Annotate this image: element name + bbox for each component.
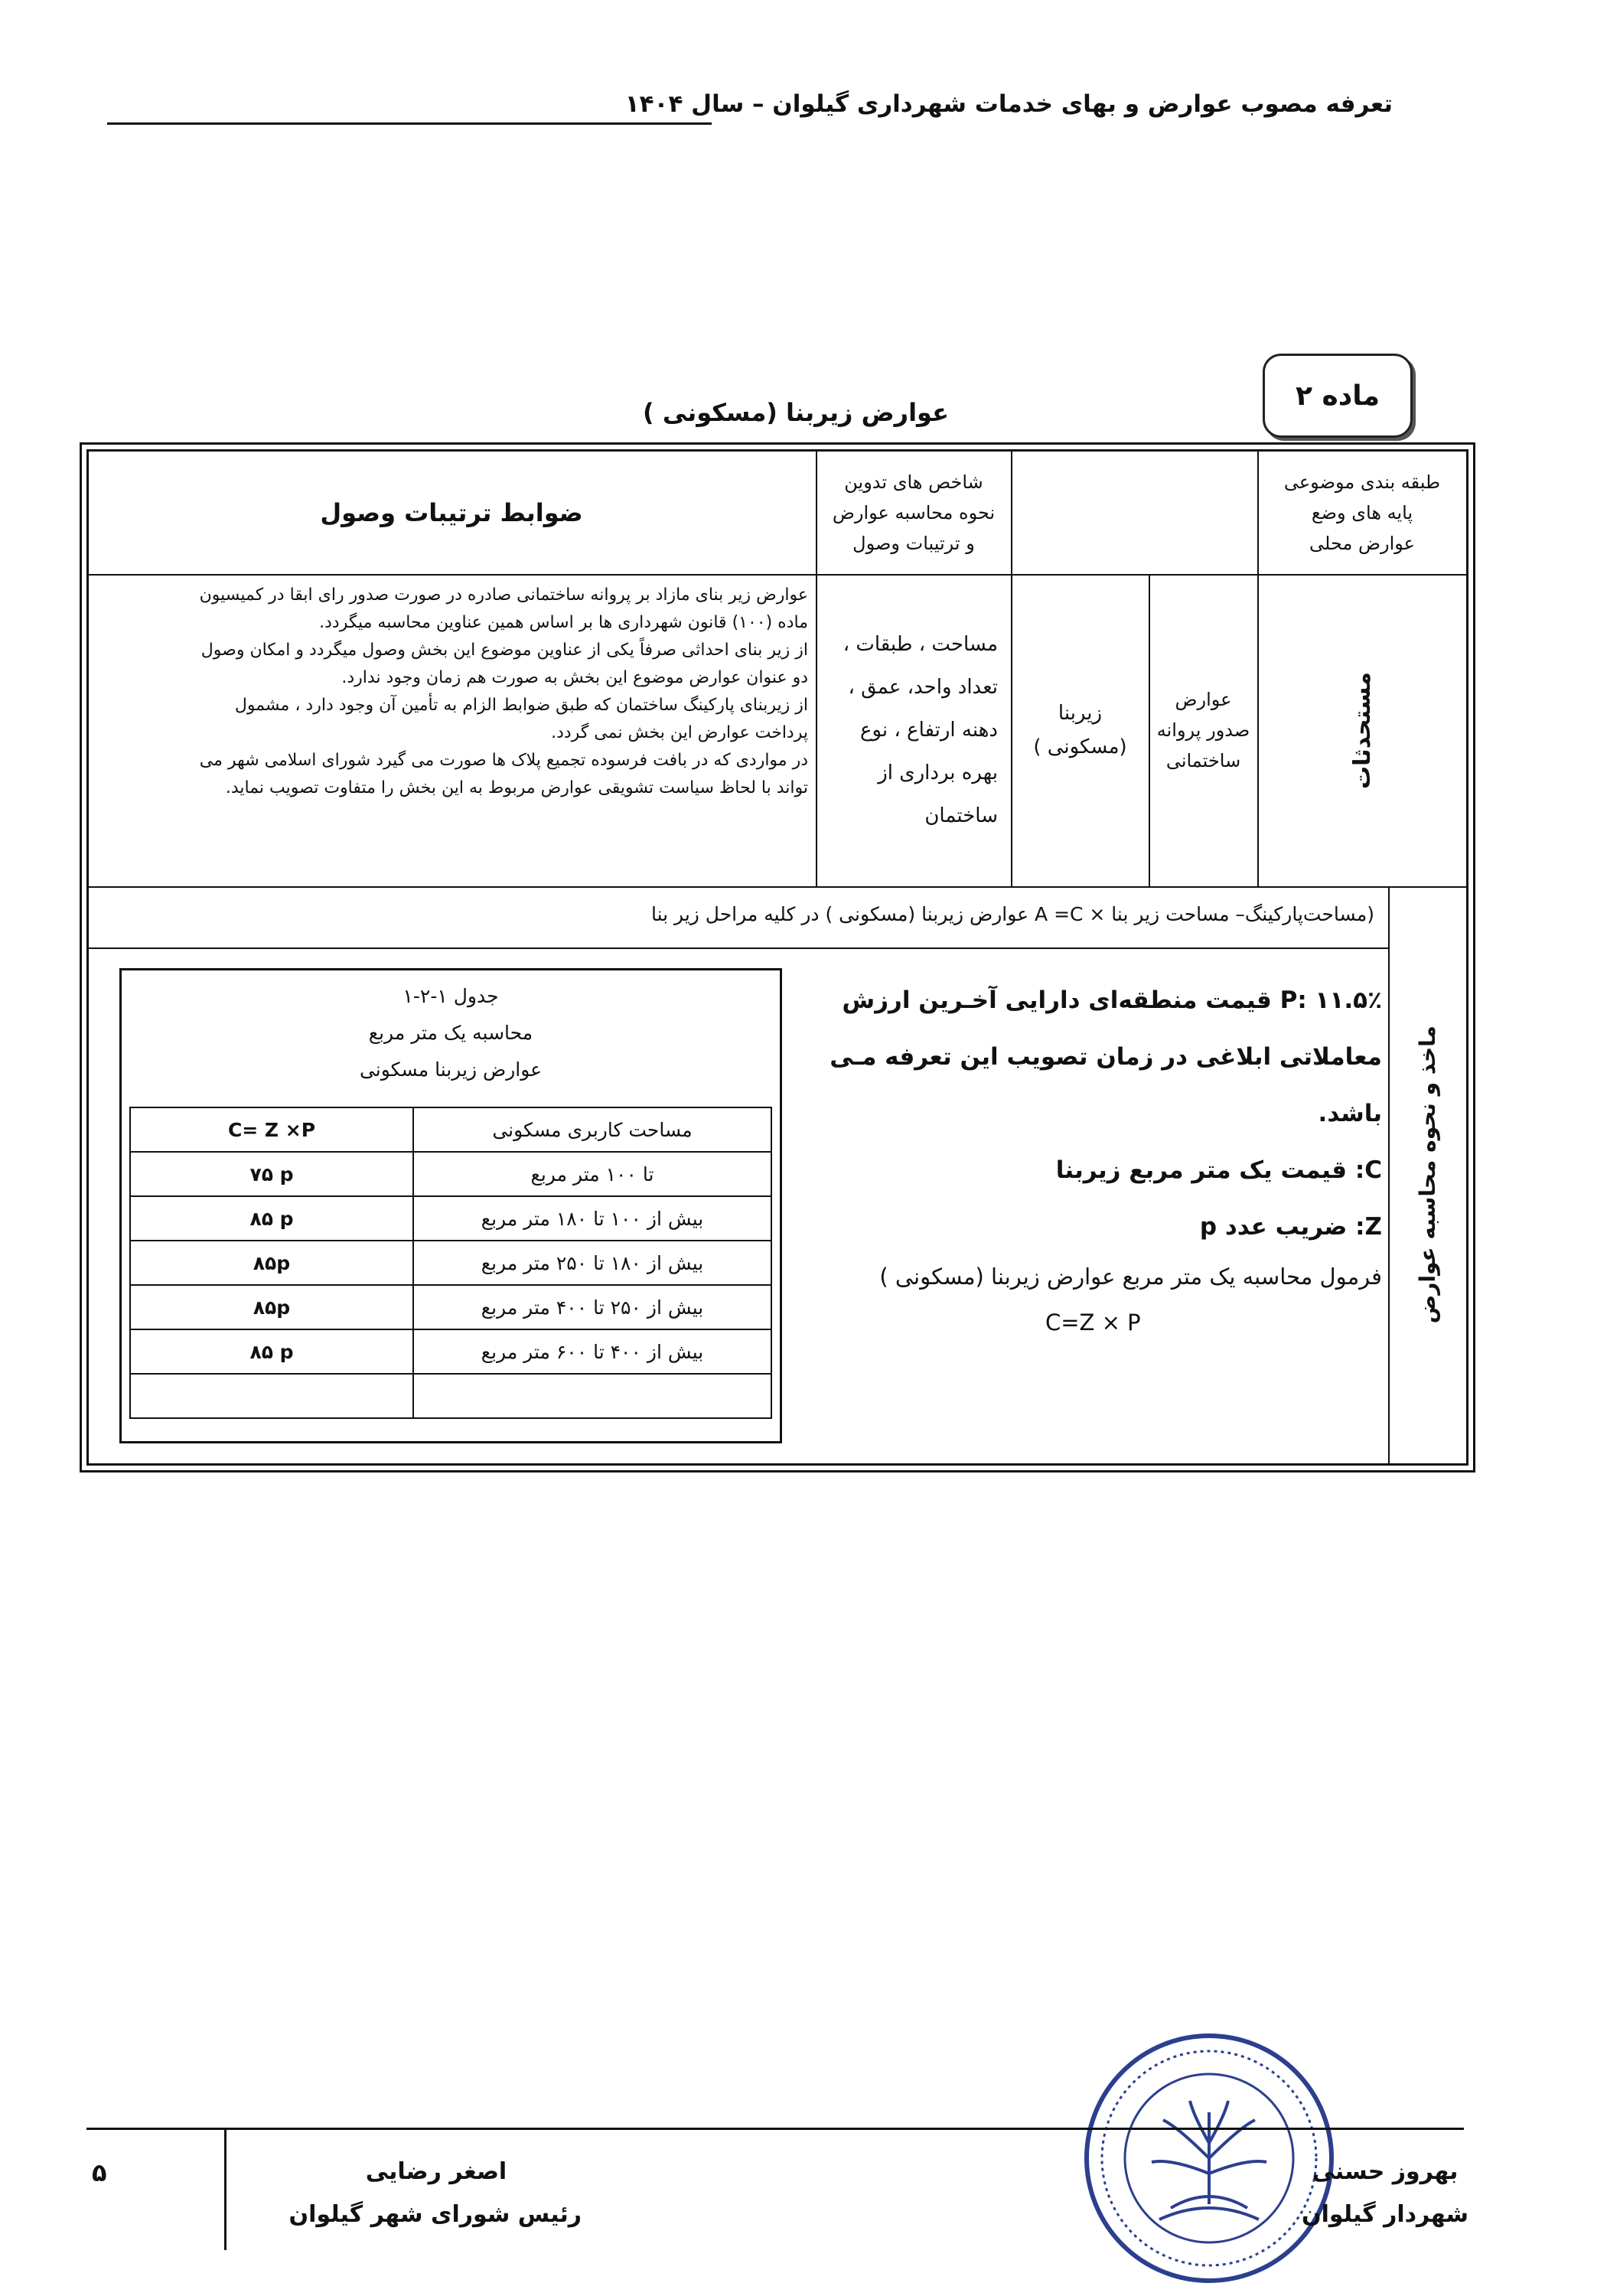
definition-line: باشد. [1318, 1100, 1382, 1127]
column-header: C= Z ×P [130, 1107, 413, 1152]
calculation-side-cell [1390, 888, 1465, 1462]
type-line: ساختمانی [1165, 750, 1241, 771]
definition-line: Z: ضریب عدد p [1199, 1213, 1382, 1241]
type-line: عوارض [1175, 689, 1232, 710]
caption-line: محاسبه یک متر مربع [368, 1022, 533, 1044]
subject-line: (مسکونی ) [1033, 735, 1127, 758]
rate-grid [129, 1107, 772, 1419]
rules-cell [96, 582, 808, 802]
calculation-side-label: ماخذ و نحوه محاسبه عوارض [1414, 1026, 1440, 1324]
formula-note [800, 1254, 1382, 1345]
indicator-line: مساحت ، طبقات ، [843, 633, 998, 656]
definition-line: P: ۱۱.۵٪ قیمت منطقه‌ای دارایی آخـرین ارزش [842, 987, 1382, 1014]
coefficient-cell: ۸۵p [130, 1241, 413, 1285]
rule-line: از زیر بنای احداثی صرفاً یکی از عناوین موضوع این بخش وصول میگردد و امکان وصول [200, 641, 808, 660]
table-row [130, 1241, 771, 1285]
indicators-cell [818, 576, 1009, 885]
document-title: تعرفه مصوب عوارض و بهای خدمات شهرداری گیلوان – سال ۱۴۰۴ [624, 90, 1393, 118]
column-header: مساحت کاربری مسکونی [413, 1107, 771, 1152]
rate-table-caption [122, 978, 780, 1088]
indicator-line: بهره برداری از [878, 762, 998, 784]
table-row [130, 1285, 771, 1329]
table-row [130, 1374, 771, 1418]
header-classification-line: عوارض محلی [1309, 533, 1415, 554]
area-cell: بیش از ۱۰۰ تا ۱۸۰ متر مربع [413, 1196, 771, 1241]
caption-line: عوارض زیربنا مسکونی [359, 1058, 543, 1081]
indicator-line: ساختمان [924, 804, 998, 827]
indicator-line: دهنه ارتفاع ، نوع [859, 719, 998, 742]
type-line: صدور پروانه [1156, 719, 1250, 741]
formula-expression: C=Z × P [1045, 1309, 1141, 1336]
area-cell: بیش از ۴۰۰ تا ۶۰۰ متر مربع [413, 1329, 771, 1374]
council-title: رئیس شورای شهر گیلوان [288, 2201, 582, 2228]
coefficient-cell [130, 1374, 413, 1418]
mayor-name: بهروز حسنی [1312, 2158, 1459, 2185]
council-signature [288, 2151, 582, 2236]
table-row [130, 1329, 771, 1374]
rule-line: از زیربنای پارکینگ ساختمان که طبق ضوابط الزام به تأمین آن وجود دارد ، مشمول [234, 696, 808, 715]
header-indicators-line: و ترتیبات وصول [852, 533, 975, 554]
coefficient-cell: ۸۵ p [130, 1329, 413, 1374]
header-classification [1260, 452, 1465, 574]
definitions-block [800, 972, 1382, 1255]
page-number: ۵ [92, 2158, 107, 2187]
subject-cell [1013, 576, 1147, 885]
section-title: عوارض زیربنا (مسکونی ) [643, 398, 949, 427]
mayor-title: شهردار گیلوان [1302, 2201, 1468, 2228]
table-row [130, 1152, 771, 1196]
area-cell: تا ۱۰۰ متر مربع [413, 1152, 771, 1196]
table-row [130, 1196, 771, 1241]
mayor-signature [1301, 2151, 1469, 2236]
rule-line: دو عنوان عوارض موضوع این بخش به صورت هم زمان وجود ندارد. [341, 668, 808, 687]
rule-line: پرداخت عوارض این بخش نمی گردد. [551, 723, 808, 742]
rate-table [119, 968, 782, 1443]
rule-line: عوارض زیر بنای مازاد بر پروانه ساختمانی صادره در صورت صدور رای ابقا در کمیسیون [199, 585, 808, 605]
header-rule [107, 122, 712, 125]
category-label: مستحدثات [1348, 671, 1376, 789]
caption-line: جدول ۱-۲-۱ [403, 985, 499, 1007]
coefficient-cell: ۸۵p [130, 1285, 413, 1329]
coefficient-cell: ۷۵ p [130, 1152, 413, 1196]
article-label-box [1263, 354, 1413, 438]
article-label: ماده ۲ [1295, 380, 1380, 412]
header-rules: ضوابط ترتیبات وصول [320, 498, 583, 527]
area-cell: بیش از ۲۵۰ تا ۴۰۰ متر مربع [413, 1285, 771, 1329]
council-name: اصغر رضایی [365, 2158, 507, 2185]
subject-line: زیربنا [1058, 702, 1103, 725]
area-cell: بیش از ۱۸۰ تا ۲۵۰ متر مربع [413, 1241, 771, 1285]
rule-line: ماده (۱۰۰) قانون شهرداری ها بر اساس همین عناوین محاسبه میگردد. [319, 613, 808, 632]
footer-rule [86, 2128, 1464, 2130]
header-classification-line: پایه های وضع [1311, 502, 1413, 523]
tariff-table [86, 449, 1468, 1466]
rule-line: در مواردی که در بافت فرسوده تجمیع پلاک ها صورت می گیرد شورای اسلامی شهر می [199, 751, 808, 770]
definition-line: C: قیمت یک متر مربع زیربنا [1055, 1156, 1382, 1184]
area-cell [413, 1374, 771, 1418]
formula-note-line: فرمول محاسبه یک متر مربع عوارض زیربنا (مسکونی ) [879, 1264, 1382, 1290]
definition-line: معاملاتی ابلاغی در زمان تصویب این تعرفه مـی [830, 1043, 1382, 1071]
formula-line: (مساحت‌پارکینگ– مساحت زیر بنا × A =C عوارض زیربنا (مسکونی ) در کلیه مراحل زیر بنا [650, 903, 1374, 925]
signature-footer [0, 2128, 1620, 2296]
header-indicators-line: نحوه محاسبه عوارض [832, 502, 996, 523]
coefficient-cell: ۸۵ p [130, 1196, 413, 1241]
header-indicators-line: شاخص های تدوین [844, 471, 983, 493]
indicator-line: تعداد واحد، عمق ، [848, 676, 998, 699]
rule-line: تواند با لحاظ سیاست تشویقی عوارض مربوط به این بخش را متفاوت تصویب نماید. [225, 778, 808, 797]
category-cell [1260, 576, 1465, 885]
document-header [107, 90, 1393, 129]
rate-header-row [130, 1107, 771, 1152]
type-cell [1151, 576, 1256, 885]
header-indicators [818, 452, 1009, 574]
header-classification-line: طبقه بندی موضوعی [1283, 471, 1441, 493]
